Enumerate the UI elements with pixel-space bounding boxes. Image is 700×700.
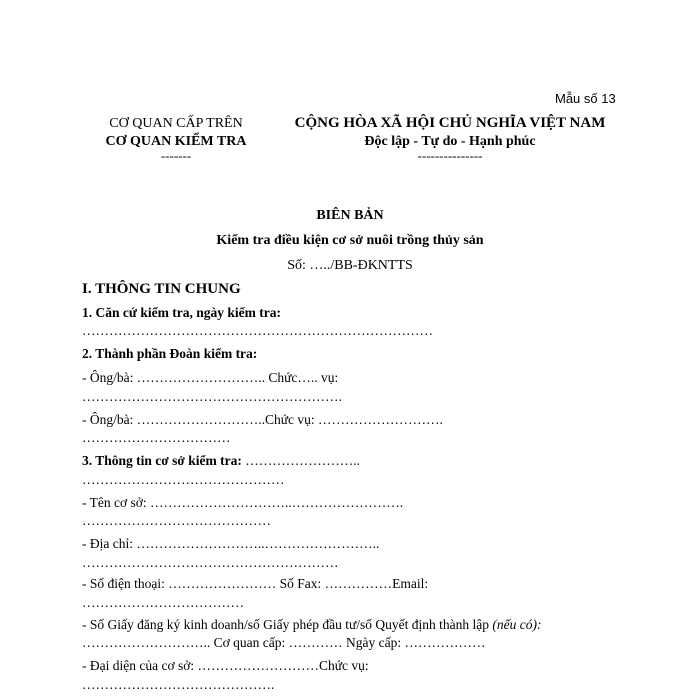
item-1-fill: …………………………………………………………………… [82,323,433,338]
license-line: - Số Giấy đăng ký kinh doanh/số Giấy phép đầu tư/số Quyết định thành lập [82,617,490,632]
item-3-heading-fill: …………………….. [245,453,360,468]
phone-fax-email-line: - Số điện thoại: …………………… Số Fax: ……………Email: [82,576,429,591]
representative-fill: ……………………………………. [82,677,275,692]
right-header-rule: --------------- [417,148,483,163]
left-header-rule: ------- [160,148,192,163]
item-3-fill: ……………………………………… [82,472,285,487]
license-row [82,617,542,633]
national-name: CỘNG HÒA XÃ HỘI CHỦ NGHĨA VIỆT NAM [294,115,606,131]
email-fill: ……………………………… [82,595,244,610]
member-2-line: - Ông/bà: ………………………..Chức vụ: ………………………. [82,412,443,427]
address-fill: ………………………………………………… [82,555,339,570]
item-2-heading: 2. Thành phần Đoàn kiểm tra: [82,346,258,361]
member-1-fill: …………………………………………………. [82,389,342,404]
document-subtitle: Kiểm tra điều kiện cơ sở nuôi trồng thủy sản [216,233,484,248]
facility-name-line: - Tên cơ sở: …………………………..……………………. [82,495,404,510]
license-note: (nếu có): [492,617,542,632]
form-number: Mẫu số 13 [555,91,616,106]
facility-name-fill: …………………………………… [82,513,271,528]
member-2-fill: …………………………… [82,430,231,445]
address-line: - Địa chỉ: ………………………..…………………….. [82,536,380,551]
document-title: BIÊN BẢN [316,208,384,223]
license-details-line: ……………………….. Cơ quan cấp: ………… Ngày cấp: ……………… [82,635,486,650]
representative-line: - Đại diện của cơ sở: ………………………Chức vụ: [82,658,369,673]
section-heading: I. THÔNG TIN CHUNG [82,281,241,297]
member-1-line: - Ông/bà: ……………………….. Chức….. vụ: [82,370,339,385]
item-1-heading: 1. Căn cứ kiểm tra, ngày kiểm tra: [82,305,281,320]
inspecting-agency: CƠ QUAN KIỂM TRA [105,134,247,149]
parent-agency: CƠ QUAN CẤP TRÊN [109,116,243,131]
document-number: Số: …../BB-ĐKNTTS [287,258,413,273]
item-3-heading: 3. Thông tin cơ sở kiểm tra: [82,453,242,468]
item-3-heading-row [82,453,360,469]
national-motto: Độc lập - Tự do - Hạnh phúc [364,134,536,149]
